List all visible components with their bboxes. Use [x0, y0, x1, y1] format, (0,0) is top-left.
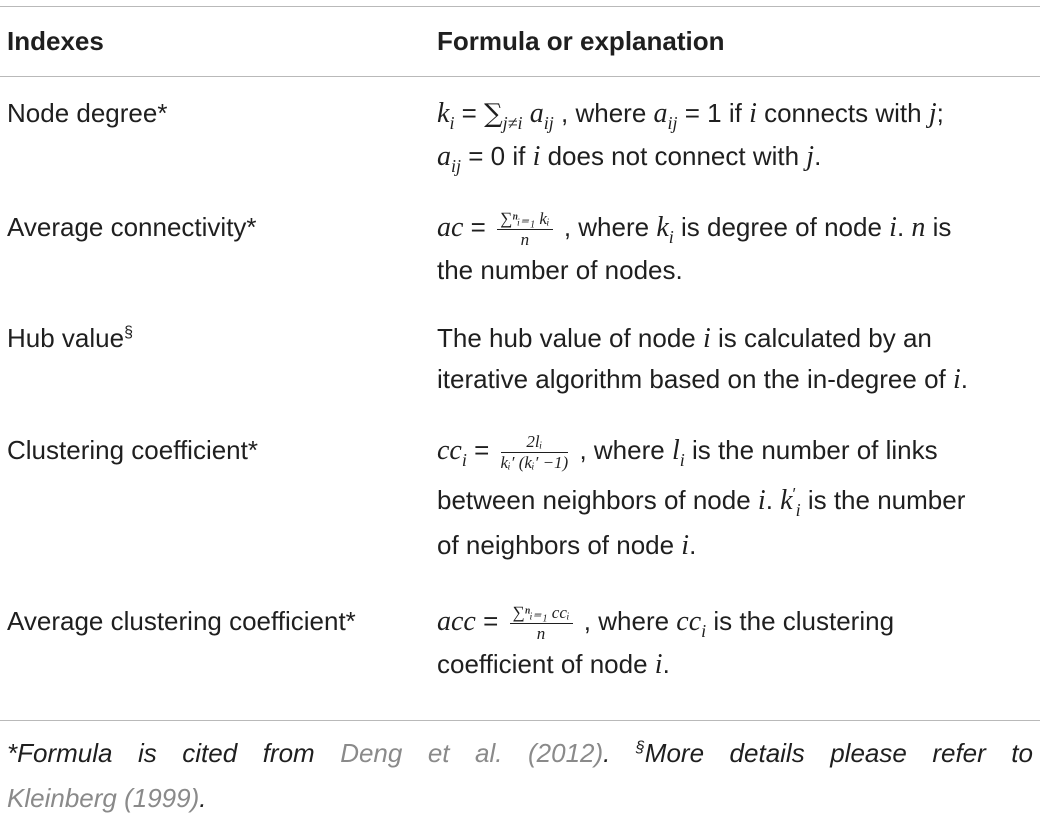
table-footnote: *Formula is cited from Deng et al. (2012). §More details please refer to Kleinberg (1999). [7, 733, 1033, 818]
table-top-rule [0, 6, 1040, 7]
row-hub-value-formula: The hub value of node i is calculated by an iterative algorithm based on the in-degree of i. [437, 323, 968, 395]
header-indexes: Indexes [7, 26, 104, 56]
row-avg-connectivity-index: Average connectivity* [7, 212, 257, 242]
row-avg-clustering-coefficient-index: Average clustering coefficient* [7, 606, 356, 636]
row-clustering-coefficient-index: Clustering coefficient* [7, 435, 258, 465]
row-clustering-coefficient-formula: $cc_i$ = $\frac{\text{2lᵢ}}{\text{kᵢ′ (kᵢ′ −1)}}$ , where $l_i$ is the number of links between neighbors of node i. $k'_i$ is the number of neighbors of node i. [437, 431, 966, 561]
row-node-degree-index: Node degree* [7, 98, 168, 128]
header-formula: Formula or explanation [437, 26, 725, 56]
citation-link-kleinberg[interactable]: Kleinberg (1999) [7, 783, 200, 813]
row-avg-clustering-coefficient-formula: acc = $\frac{\text{∑ⁿᵢ₌₁ ccᵢ}}{n}$ , where $cc_i$ is the clustering coefficient of node i. [437, 602, 895, 680]
row-node-degree-formula: $k_i = \sum_{j\ne i}$ $a_{ij}$ , where $a_{ij} = 1$ if i connects with j; $a_{ij} = 0$ if i does not connect with j. [437, 98, 944, 176]
citation-link-deng[interactable]: Deng [340, 738, 403, 768]
row-avg-connectivity-formula: ac = $\frac{\text{∑ⁿᵢ₌₁ kᵢ}}{n}$ , where $k_i$ is degree of node i. n is the number of nodes. [437, 208, 952, 285]
row-hub-value-index: Hub value§ [7, 323, 133, 353]
table-header-rule [0, 76, 1040, 77]
table-bottom-rule [0, 720, 1040, 721]
